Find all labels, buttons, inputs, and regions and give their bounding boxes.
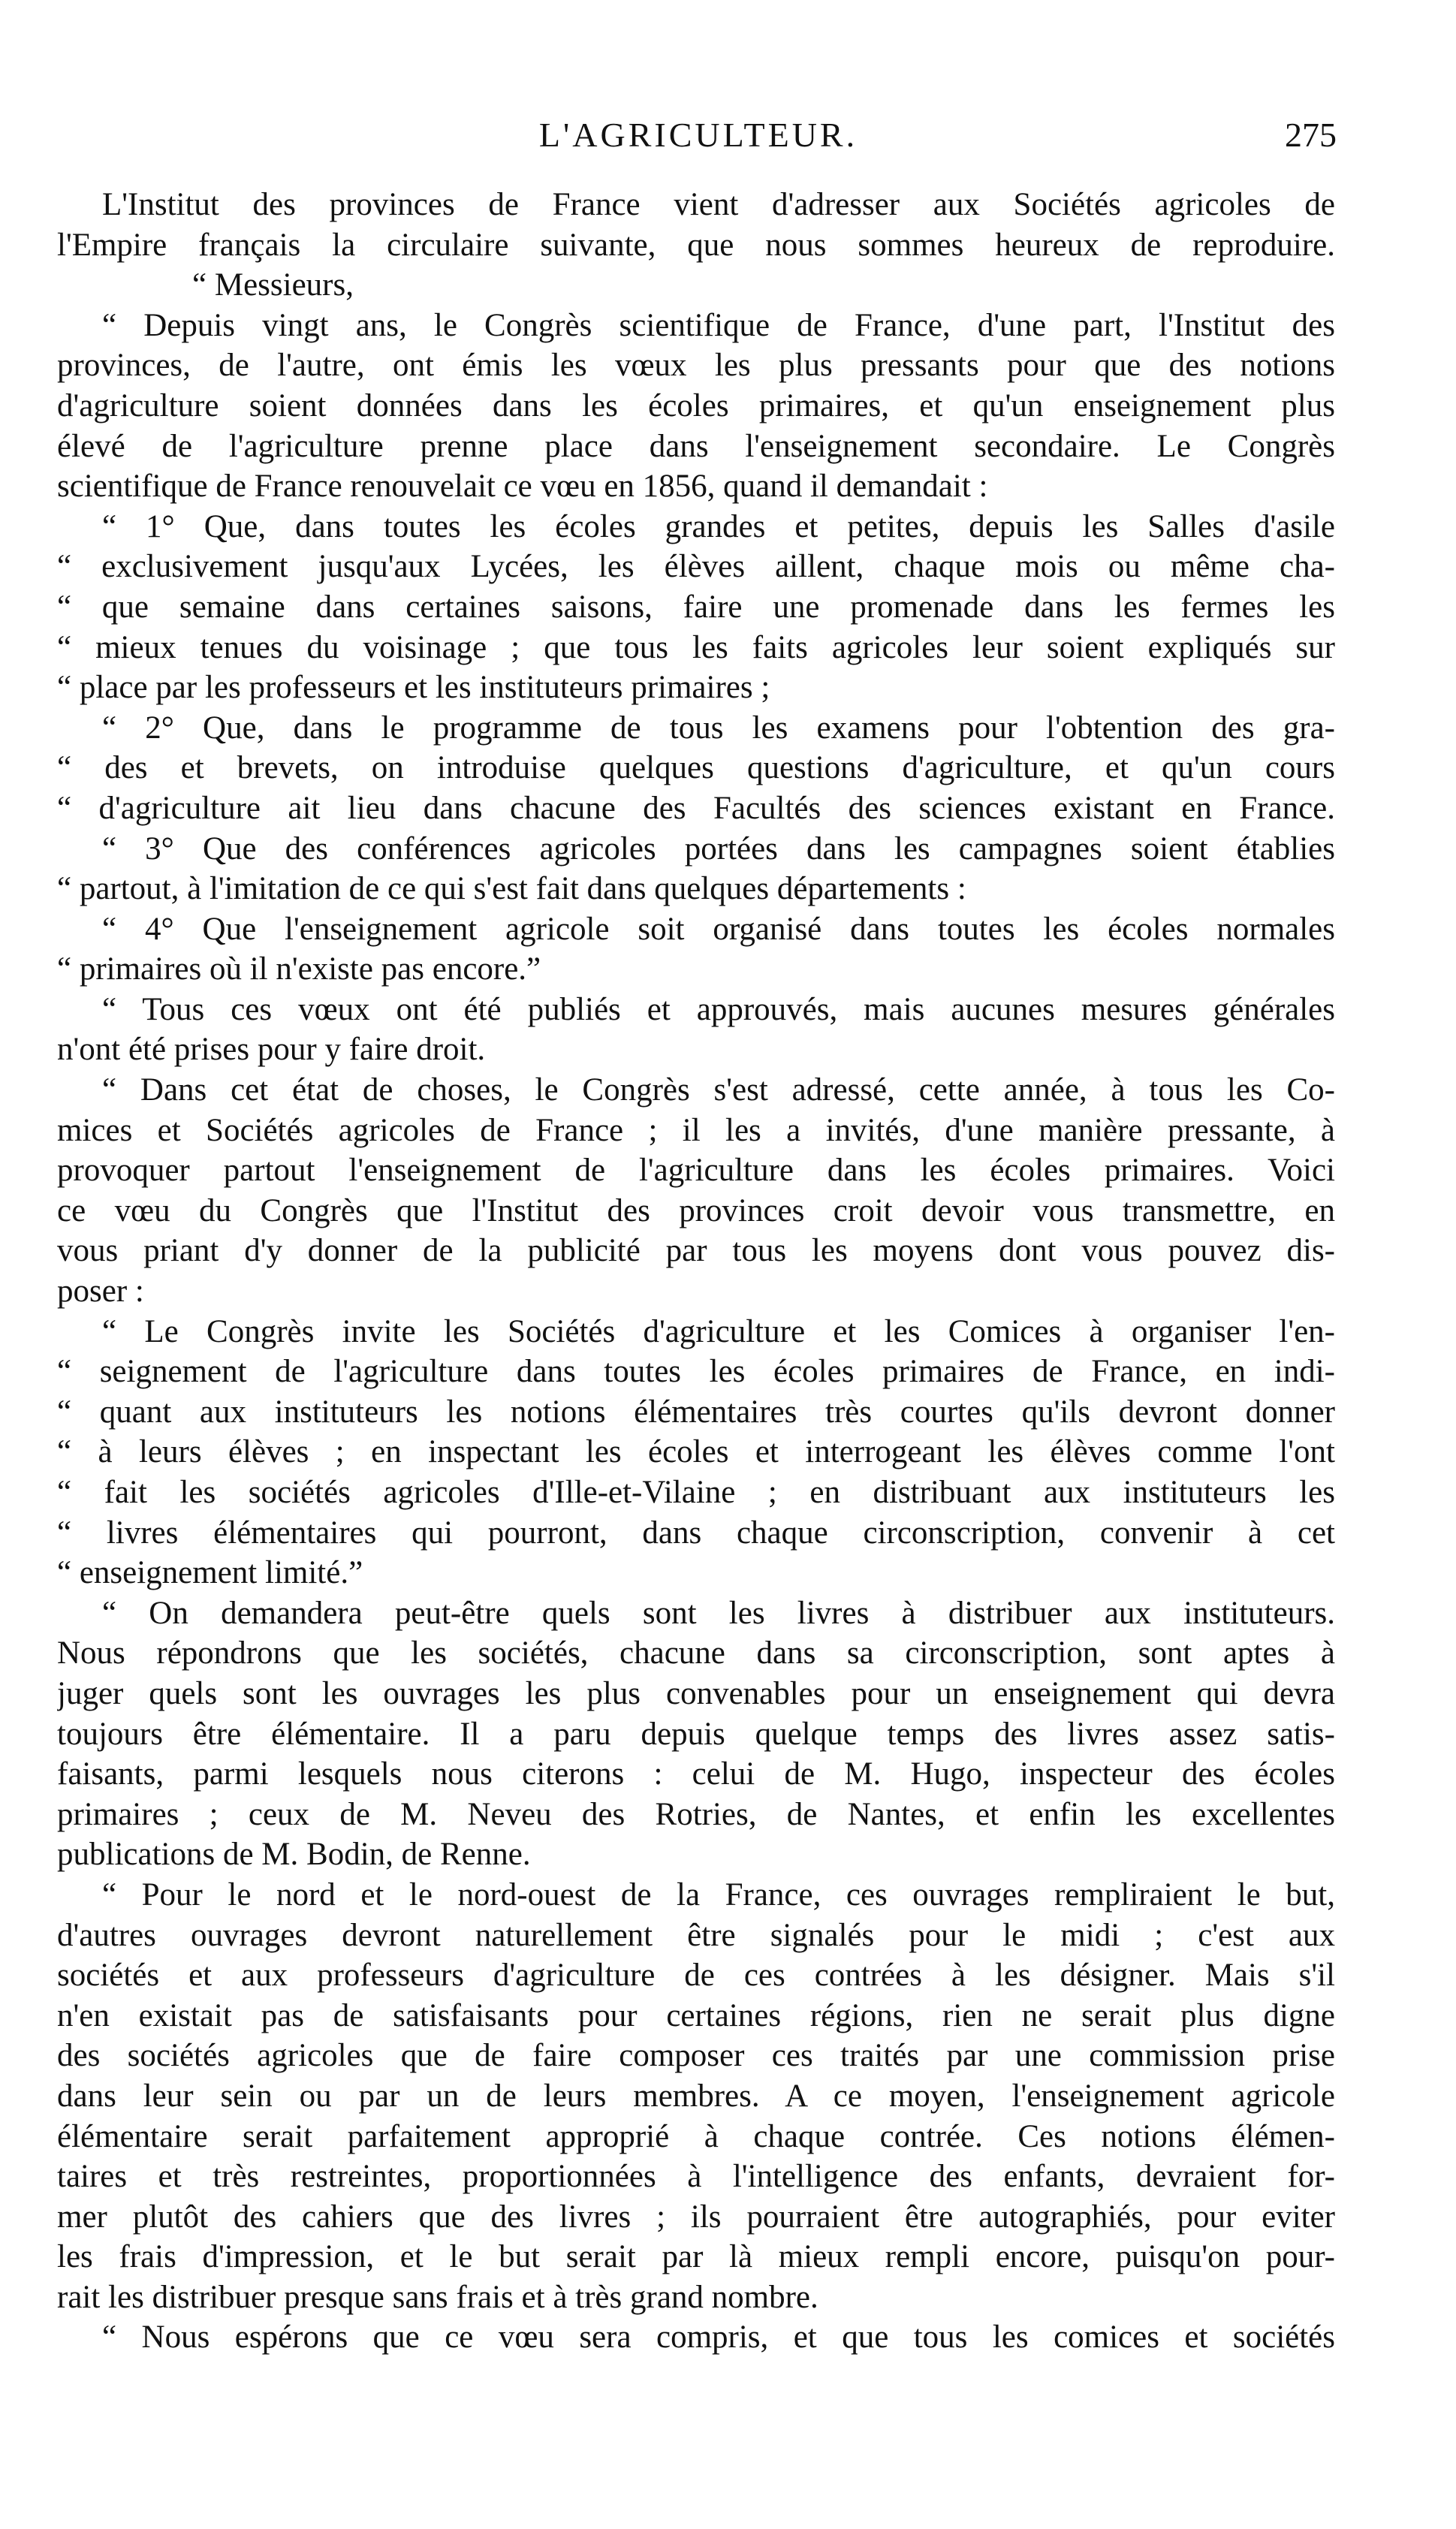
text-line: d'autres ouvrages devront naturellement être signalés pour le midi ; c'est aux xyxy=(57,1917,1335,1953)
text-line: rait les distribuer presque sans frais et à très grand nombre. xyxy=(57,2279,818,2315)
text-line: ce vœu du Congrès que l'Institut des provinces croit devoir vous transmettre, en xyxy=(57,1192,1335,1228)
text-line: “ livres élémentaires qui pourront, dans chaque circonscription, convenir à cet xyxy=(57,1515,1335,1551)
text-line: “ 1° Que, dans toutes les écoles grandes et petites, depuis les Salles d'asile xyxy=(102,508,1335,544)
text-line: “ On demandera peut-être quels sont les livres à distribuer aux instituteurs. xyxy=(102,1595,1335,1631)
text-line: “ Dans cet état de choses, le Congrès s'est adressé, cette année, à tous les Co- xyxy=(102,1072,1335,1108)
text-line: n'en existait pas de satisfaisants pour certaines régions, rien ne serait plus digne xyxy=(57,1997,1335,2033)
text-line: “ Messieurs, xyxy=(192,267,354,303)
text-line: “ quant aux instituteurs les notions élémentaires très courtes qu'ils devront donner xyxy=(57,1394,1335,1430)
text-line: provoquer partout l'enseignement de l'agriculture dans les écoles primaires. Voici xyxy=(57,1153,1335,1189)
running-title: L'AGRICULTEUR. xyxy=(538,116,858,154)
text-line: d'agriculture soient données dans les écoles primaires, et qu'un enseignement plus xyxy=(57,387,1335,424)
text-line: élémentaire serait parfaitement approprié à chaque contrée. Ces notions élémen- xyxy=(57,2118,1335,2154)
text-line: “ exclusivement jusqu'aux Lycées, les élèves aillent, chaque mois ou même cha- xyxy=(57,549,1335,585)
text-line: “ que semaine dans certaines saisons, faire une promenade dans les fermes les xyxy=(57,589,1335,625)
text-line: publications de M. Bodin, de Renne. xyxy=(57,1837,531,1873)
text-line: mer plutôt des cahiers que des livres ; ils pourraient être autographiés, pour eviter xyxy=(57,2199,1335,2235)
text-line: “ Tous ces vœux ont été publiés et approuvés, mais aucunes mesures générales xyxy=(102,991,1335,1027)
text-line: l'Empire français la circulaire suivante, que nous sommes heureux de reproduire. xyxy=(57,227,1335,263)
text-line: “ à leurs élèves ; en inspectant les écoles et interrogeant les élèves comme l'ont xyxy=(57,1434,1335,1470)
text-line: “ 4° Que l'enseignement agricole soit organisé dans toutes les écoles normales xyxy=(102,911,1335,947)
text-line: poser : xyxy=(57,1274,144,1310)
text-line: “ Le Congrès invite les Sociétés d'agriculture et les Comices à organiser l'en- xyxy=(102,1313,1335,1349)
text-line: “ seignement de l'agriculture dans toutes les écoles primaires de France, en indi- xyxy=(57,1354,1335,1390)
text-line: n'ont été prises pour y faire droit. xyxy=(57,1032,486,1068)
text-line: “ 2° Que, dans le programme de tous les examens pour l'obtention des gra- xyxy=(102,710,1335,746)
text-line: faisants, parmi lesquels nous citerons : celui de M. Hugo, inspecteur des écoles xyxy=(57,1756,1335,1792)
text-line: dans leur sein ou par un de leurs membres. A ce moyen, l'enseignement agricole xyxy=(57,2078,1335,2114)
text-line: “ Depuis vingt ans, le Congrès scientifique de France, d'une part, l'Institut des xyxy=(102,307,1335,343)
text-line: vous priant d'y donner de la publicité par tous les moyens dont vous pouvez dis- xyxy=(57,1233,1335,1269)
text-line: “ fait les sociétés agricoles d'Ille-et-Vilaine ; en distribuant aux instituteurs les xyxy=(57,1475,1335,1510)
text-line: Nous répondrons que les sociétés, chacune dans sa circonscription, sont aptes à xyxy=(57,1635,1335,1671)
text-line: des sociétés agricoles que de faire composer ces traités par une commission prise xyxy=(57,2038,1335,2074)
article-body xyxy=(57,185,1335,2358)
text-line: mices et Sociétés agricoles de France ; il les a invités, d'une manière pressante, à xyxy=(57,1112,1335,1148)
text-line: “ mieux tenues du voisinage ; que tous les faits agricoles leur soient expliqués sur xyxy=(57,629,1335,665)
text-line: sociétés et aux professeurs d'agriculture de ces contrées à les désigner. Mais s'il xyxy=(57,1958,1335,1994)
text-line: juger quels sont les ouvrages les plus convenables pour un enseignement qui devra xyxy=(57,1675,1335,1711)
text-line: “ Pour le nord et le nord-ouest de la France, ces ouvrages rempliraient le but, xyxy=(102,1876,1335,1913)
text-line: “ place par les professeurs et les instituteurs primaires ; xyxy=(57,670,770,706)
text-line: L'Institut des provinces de France vient d'adresser aux Sociétés agricoles de xyxy=(102,187,1335,222)
text-line: “ primaires où il n'existe pas encore.” xyxy=(57,951,541,987)
text-line: “ Nous espérons que ce vœu sera compris, et que tous les comices et sociétés xyxy=(102,2320,1335,2356)
running-head xyxy=(60,113,1337,158)
page-number: 275 xyxy=(1285,116,1337,154)
text-line: les frais d'impression, et le but serait par là mieux rempli encore, puisqu'on pour- xyxy=(57,2239,1335,2275)
text-line: “ d'agriculture ait lieu dans chacune des Facultés des sciences existant en France. xyxy=(57,790,1335,826)
text-line: taires et très restreintes, proportionnées à l'intelligence des enfants, devraient for- xyxy=(57,2159,1335,2195)
text-line: provinces, de l'autre, ont émis les vœux les plus pressants pour que des notions xyxy=(57,348,1335,384)
text-line: primaires ; ceux de M. Neveu des Rotries, de Nantes, et enfin les excellentes xyxy=(57,1796,1335,1832)
text-line: “ des et brevets, on introduise quelques questions d'agriculture, et qu'un cours xyxy=(57,750,1335,786)
text-line: toujours être élémentaire. Il a paru depuis quelque temps des livres assez satis- xyxy=(57,1716,1335,1752)
text-line: élevé de l'agriculture prenne place dans l'enseignement secondaire. Le Congrès xyxy=(57,428,1335,464)
text-line: “ partout, à l'imitation de ce qui s'est fait dans quelques départements : xyxy=(57,871,966,907)
text-line: “ enseignement limité.” xyxy=(57,1555,363,1591)
text-line: “ 3° Que des conférences agricoles portées dans les campagnes soient établies xyxy=(102,830,1335,867)
text-line: scientifique de France renouvelait ce vœu en 1856, quand il demandait : xyxy=(57,469,988,505)
